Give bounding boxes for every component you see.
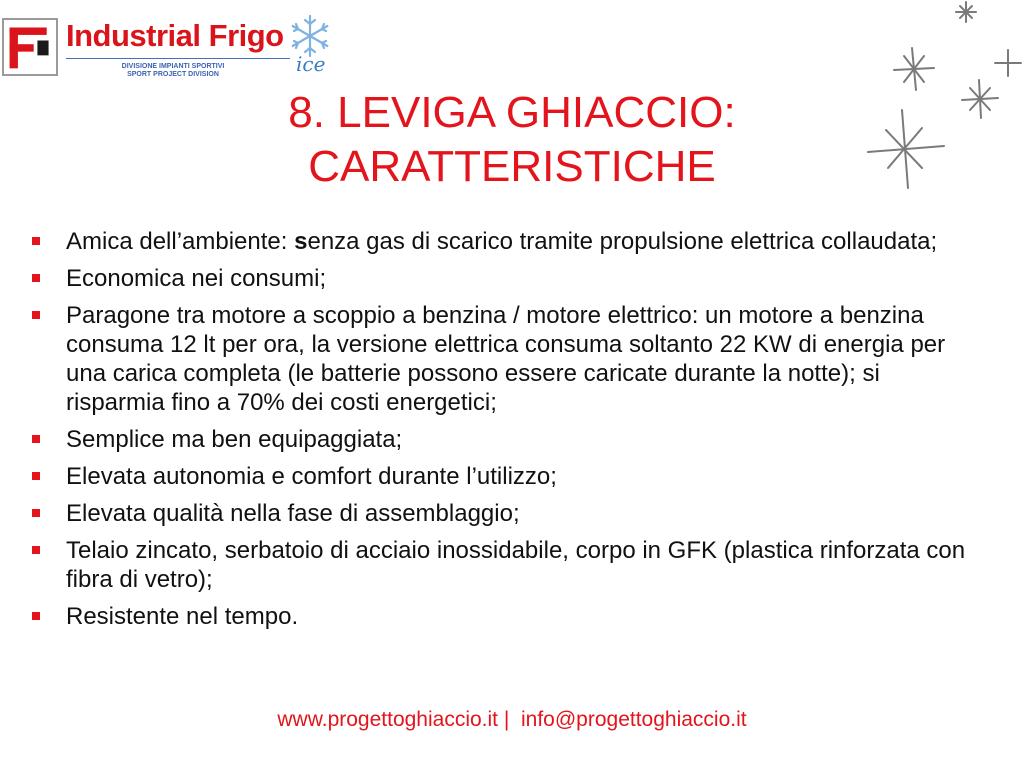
brand-subtitle <box>118 63 228 79</box>
list-item-text: Economica nei consumi; <box>66 265 327 292</box>
bullet-square-icon <box>32 612 40 620</box>
brand-subtitle-line-1: DIVISIONE IMPIANTI SPORTIVI <box>121 63 225 70</box>
list-item <box>30 227 980 256</box>
footer-contacts <box>0 708 1024 732</box>
list-item <box>30 499 980 528</box>
brand-subtitle-line-2: SPORT PROJECT DIVISION <box>127 71 219 78</box>
bullet-square-icon <box>32 311 40 319</box>
email-link[interactable]: info@progettoghiaccio.it <box>520 708 747 731</box>
company-logo <box>0 12 340 82</box>
list-item-text: Semplice ma ben equipaggiata; <box>66 426 403 453</box>
list-item <box>30 264 980 293</box>
bullet-square-icon <box>32 509 40 517</box>
brand-ice-label: ice <box>296 52 326 76</box>
bullet-square-icon <box>32 472 40 480</box>
list-item-text: enza gas di scarico tramite propulsione elettrica collaudata; <box>307 228 938 255</box>
bullet-square-icon <box>32 546 40 554</box>
slide-title-line-1: 8. LEVIGA GHIACCIO: <box>288 88 736 137</box>
list-item <box>30 425 980 454</box>
footer-separator: | <box>498 708 521 731</box>
list-item <box>30 301 980 417</box>
industrial-frigo-logo-icon <box>2 18 58 76</box>
list-item <box>30 602 980 631</box>
star-icon <box>995 50 1021 76</box>
list-item <box>30 462 980 491</box>
bullet-square-icon <box>32 435 40 443</box>
slide-title-line-2: CARATTERISTICHE <box>308 142 716 191</box>
list-item-text-prefix: Amica dell’ambiente: <box>66 228 295 255</box>
bullet-square-icon <box>32 274 40 282</box>
star-icon <box>956 2 976 22</box>
star-icon <box>894 48 934 90</box>
list-item-text: Elevata qualità nella fase di assemblaggio; <box>66 500 520 527</box>
logo-divider <box>66 58 290 59</box>
list-item-text: Resistente nel tempo. <box>66 603 299 630</box>
list-item-text: Telaio zincato, serbatoio di acciaio inossidabile, corpo in GFK (plastica rinforzata con fibra di vetro); <box>66 537 966 593</box>
list-item-text: Elevata autonomia e comfort durante l’utilizzo; <box>66 463 557 490</box>
brand-name: Industrial Frigo <box>66 18 284 53</box>
list-item-bold-letter: s <box>294 228 308 255</box>
decorative-stars-icon <box>860 0 1024 200</box>
star-icon <box>868 110 944 188</box>
slide-title <box>150 86 874 194</box>
star-icon <box>962 80 998 118</box>
list-item <box>30 536 980 594</box>
bullet-square-icon <box>32 237 40 245</box>
website-link[interactable]: www.progettoghiaccio.it <box>277 708 499 731</box>
feature-list <box>30 227 980 639</box>
list-item-text: Paragone tra motore a scoppio a benzina / motore elettrico: un motore a benzina consuma 12 lt per ora, la versione elettrica consuma soltanto 22 KW di energia per una carica completa (le batterie possono essere caricate durante la notte); si risparmia fino a 70% dei costi energetici; <box>66 302 946 416</box>
